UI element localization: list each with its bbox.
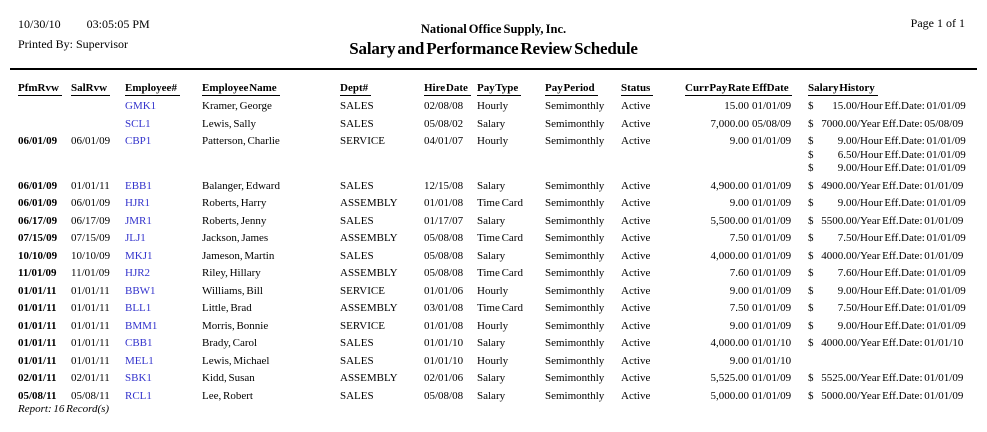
- currency-symbol: $: [808, 302, 814, 314]
- currency-symbol: $: [808, 197, 814, 209]
- currency-symbol: $: [808, 389, 814, 402]
- currency-symbol: $: [808, 267, 814, 279]
- employee-number-link[interactable]: CBB1: [125, 337, 153, 349]
- cell-pay-period: Semimonthly: [545, 249, 605, 262]
- cell-dept: SALES: [340, 100, 374, 112]
- cell-status: Active: [621, 179, 651, 192]
- currency-symbol: $: [808, 284, 814, 297]
- cell-status: Active: [621, 319, 651, 332]
- table-row: [0, 197, 987, 211]
- table-row: [0, 372, 987, 386]
- cell-employee-name: Jameson, Martin: [202, 249, 275, 262]
- cell-sal-rvw: 01/01/11: [71, 354, 110, 367]
- cell-pfm-rvw: 02/01/11: [18, 372, 57, 384]
- cell-eff-date: 01/01/09: [752, 319, 792, 332]
- cell-curr-pay-rate: 7.50: [729, 302, 749, 314]
- cell-dept: ASSEMBLY: [340, 302, 398, 314]
- cell-status: Active: [621, 197, 651, 209]
- cell-status: Active: [621, 249, 651, 262]
- cell-sal-rvw: 01/01/11: [71, 284, 110, 297]
- history-detail: /Year Eff.Date: 01/01/10: [857, 337, 964, 349]
- cell-curr-pay-rate: 9.00: [729, 135, 749, 147]
- print-date: 10/30/10: [18, 17, 61, 31]
- cell-pay-period: Semimonthly: [545, 389, 605, 402]
- cell-pay-type: Time Card: [477, 302, 523, 314]
- cell-employee-name: Williams, Bill: [202, 284, 263, 297]
- salary-history-line: [808, 135, 987, 149]
- cell-pay-period: Semimonthly: [545, 302, 605, 314]
- cell-curr-pay-rate: 9.00: [729, 319, 749, 332]
- cell-pay-period: Semimonthly: [545, 179, 605, 192]
- table-row: [0, 232, 987, 246]
- currency-symbol: $: [808, 162, 814, 174]
- employee-number-link[interactable]: HJR1: [125, 197, 151, 209]
- cell-dept: SERVICE: [340, 135, 385, 147]
- cell-dept: ASSEMBLY: [340, 372, 398, 384]
- employee-number-link[interactable]: BBW1: [125, 284, 156, 297]
- cell-sal-rvw: 01/01/11: [71, 337, 110, 349]
- history-detail: /Year Eff.Date: 05/08/09: [857, 117, 964, 130]
- print-time: 03:05:05 PM: [86, 17, 150, 31]
- cell-employee-name: Lewis, Sally: [202, 117, 256, 130]
- employee-number-link[interactable]: EBB1: [125, 179, 152, 192]
- column-header-employee-name: Employee Name: [202, 82, 340, 96]
- cell-hire-date: 05/08/08: [424, 267, 464, 279]
- cell-pfm-rvw: 01/01/11: [18, 302, 57, 314]
- employee-number-link[interactable]: JLJ1: [125, 232, 146, 244]
- cell-salary-history: [808, 215, 987, 229]
- cell-sal-rvw: 06/01/09: [71, 197, 111, 209]
- cell-status: Active: [621, 214, 651, 227]
- salary-history-line: [808, 250, 987, 264]
- salary-history-line: [808, 372, 987, 386]
- cell-status: Active: [621, 135, 651, 147]
- column-header-eff-date: EffDate: [752, 82, 802, 96]
- salary-history-line: [808, 320, 987, 334]
- history-detail: /Year Eff.Date: 01/01/09: [857, 249, 964, 262]
- cell-curr-pay-rate: 5,500.00: [710, 214, 749, 227]
- cell-eff-date: 01/01/09: [752, 232, 792, 244]
- employee-number-link[interactable]: SCL1: [125, 117, 151, 130]
- cell-pay-period: Semimonthly: [545, 135, 605, 147]
- page-number: Page 1 of 1: [910, 16, 965, 30]
- cell-salary-history: [808, 197, 987, 211]
- salary-history-line: [808, 232, 987, 246]
- cell-salary-history: [808, 180, 987, 194]
- cell-dept: SALES: [340, 179, 374, 192]
- cell-eff-date: 01/01/09: [752, 302, 792, 314]
- column-header-pay-period: Pay Period: [545, 82, 621, 96]
- column-header-row: [0, 82, 987, 96]
- cell-pay-period: Semimonthly: [545, 354, 605, 367]
- cell-hire-date: 01/01/10: [424, 354, 464, 367]
- cell-pay-period: Semimonthly: [545, 337, 605, 349]
- currency-symbol: $: [808, 135, 814, 147]
- cell-status: Active: [621, 100, 651, 112]
- cell-sal-rvw: 05/08/11: [71, 389, 110, 402]
- cell-pay-period: Semimonthly: [545, 117, 605, 130]
- cell-dept: SALES: [340, 354, 374, 367]
- cell-pfm-rvw: 05/08/11: [18, 389, 57, 402]
- history-amount: 9.00: [837, 319, 857, 332]
- cell-pay-period: Semimonthly: [545, 372, 605, 384]
- history-detail: /Year Eff.Date: 01/01/09: [857, 372, 964, 384]
- table-row: [0, 390, 987, 404]
- history-detail: /Hour Eff.Date: 01/01/09: [857, 148, 966, 161]
- cell-hire-date: 02/01/06: [424, 372, 464, 384]
- history-amount: 7000.00: [821, 117, 857, 130]
- cell-hire-date: 05/08/02: [424, 117, 464, 130]
- cell-hire-date: 04/01/07: [424, 135, 464, 147]
- cell-hire-date: 05/08/08: [424, 389, 464, 402]
- history-amount: 6.50: [837, 148, 857, 161]
- cell-salary-history: [808, 372, 987, 386]
- currency-symbol: $: [808, 179, 814, 192]
- employee-number-link[interactable]: GMK1: [125, 100, 157, 112]
- printed-by: Printed By: Supervisor: [18, 37, 128, 51]
- salary-history-line: [808, 302, 987, 316]
- employee-number-link[interactable]: BLL1: [125, 302, 152, 314]
- cell-dept: SALES: [340, 249, 374, 262]
- cell-hire-date: 01/01/08: [424, 197, 464, 209]
- table-row: [0, 267, 987, 281]
- column-header-pfm-rvw: PfmRvw: [18, 82, 71, 96]
- cell-sal-rvw: 01/01/11: [71, 179, 110, 192]
- page-title: Salary and Performance Review Schedule: [349, 39, 638, 58]
- currency-symbol: $: [808, 232, 814, 244]
- salary-history-line: [808, 162, 987, 176]
- table-row: [0, 320, 987, 334]
- currency-symbol: $: [808, 372, 814, 384]
- salary-history-line: [808, 180, 987, 194]
- cell-eff-date: 01/01/09: [752, 135, 792, 147]
- cell-hire-date: 05/08/08: [424, 249, 464, 262]
- cell-employee-name: Balanger, Edward: [202, 179, 280, 192]
- cell-pay-period: Semimonthly: [545, 214, 605, 227]
- history-detail: /Year Eff.Date: 01/01/09: [857, 214, 964, 227]
- cell-pfm-rvw: 11/01/09: [18, 267, 57, 279]
- cell-dept: SALES: [340, 389, 374, 402]
- table-row: [0, 285, 987, 299]
- history-amount: 7.50: [837, 302, 857, 314]
- cell-pay-type: Hourly: [477, 284, 509, 297]
- cell-pay-type: Hourly: [477, 100, 509, 112]
- cell-pay-period: Semimonthly: [545, 267, 605, 279]
- table-row: [0, 118, 987, 132]
- history-detail: /Hour Eff.Date: 01/01/09: [857, 319, 966, 332]
- column-header-sal-rvw: SalRvw: [71, 82, 125, 96]
- cell-sal-rvw: 07/15/09: [71, 232, 111, 244]
- cell-dept: SALES: [340, 214, 374, 227]
- cell-status: Active: [621, 267, 651, 279]
- cell-dept: SALES: [340, 117, 374, 130]
- salary-history-line: [808, 118, 987, 132]
- cell-employee-name: Roberts, Harry: [202, 197, 267, 209]
- employee-number-link[interactable]: BMM1: [125, 319, 158, 332]
- cell-eff-date: 01/01/10: [752, 354, 792, 367]
- cell-pfm-rvw: 01/01/11: [18, 354, 57, 367]
- cell-pay-type: Hourly: [477, 319, 509, 332]
- cell-eff-date: 01/01/09: [752, 100, 792, 112]
- cell-status: Active: [621, 284, 651, 297]
- employee-number-link[interactable]: HJR2: [125, 267, 151, 279]
- salary-history-line: [808, 149, 987, 163]
- cell-salary-history: [808, 337, 987, 351]
- history-detail: /Hour Eff.Date: 01/01/09: [857, 100, 966, 112]
- cell-curr-pay-rate: 4,000.00: [710, 249, 749, 262]
- report-header: [0, 22, 987, 59]
- cell-pay-type: Salary: [477, 214, 506, 227]
- cell-status: Active: [621, 232, 651, 244]
- cell-salary-history: [808, 100, 987, 114]
- history-amount: 9.00: [837, 135, 857, 147]
- cell-pay-period: Semimonthly: [545, 284, 605, 297]
- history-amount: 5500.00: [821, 214, 857, 227]
- table-row: [0, 250, 987, 264]
- cell-salary-history: [808, 302, 987, 316]
- cell-curr-pay-rate: 7,000.00: [710, 117, 749, 130]
- cell-salary-history: [808, 320, 987, 334]
- cell-eff-date: 01/01/09: [752, 284, 792, 297]
- cell-pfm-rvw: 01/01/11: [18, 337, 57, 349]
- cell-pay-period: Semimonthly: [545, 100, 605, 112]
- cell-salary-history: [808, 390, 987, 404]
- cell-curr-pay-rate: 9.00: [729, 284, 749, 297]
- cell-pay-type: Hourly: [477, 135, 509, 147]
- employee-number-link[interactable]: MEL1: [125, 354, 154, 367]
- history-detail: /Hour Eff.Date: 01/01/09: [857, 302, 966, 314]
- currency-symbol: $: [808, 249, 814, 262]
- header-rule: [10, 68, 977, 70]
- currency-symbol: $: [808, 148, 814, 161]
- history-detail: /Hour Eff.Date: 01/01/09: [857, 197, 966, 209]
- table-row: [0, 302, 987, 316]
- company-name: National Office Supply, Inc.: [420, 22, 567, 36]
- cell-hire-date: 01/17/07: [424, 214, 464, 227]
- salary-history-line: [808, 285, 987, 299]
- employee-number-link[interactable]: RCL1: [125, 389, 152, 402]
- cell-curr-pay-rate: 9.00: [729, 197, 749, 209]
- history-detail: /Hour Eff.Date: 01/01/09: [857, 135, 966, 147]
- table-row: [0, 180, 987, 194]
- cell-eff-date: 05/08/09: [752, 117, 792, 130]
- salary-history-line: [808, 215, 987, 229]
- currency-symbol: $: [808, 117, 814, 130]
- cell-pay-type: Salary: [477, 117, 506, 130]
- cell-employee-name: Jackson, James: [202, 232, 269, 244]
- cell-pfm-rvw: 07/15/09: [18, 232, 58, 244]
- cell-salary-history: [808, 135, 987, 176]
- column-header-curr-pay-rate: Curr Pay Rate: [685, 82, 749, 96]
- currency-symbol: $: [808, 337, 814, 349]
- cell-status: Active: [621, 389, 651, 402]
- cell-pfm-rvw: 01/01/11: [18, 284, 57, 297]
- cell-salary-history: [808, 118, 987, 132]
- history-detail: /Hour Eff.Date: 01/01/09: [857, 267, 966, 279]
- history-detail: /Year Eff.Date: 01/01/09: [857, 179, 964, 192]
- salary-history-line: [808, 100, 987, 114]
- cell-pay-type: Time Card: [477, 232, 523, 244]
- cell-pay-period: Semimonthly: [545, 319, 605, 332]
- cell-employee-name: Morris, Bonnie: [202, 319, 269, 332]
- salary-history-line: [808, 267, 987, 281]
- history-detail: /Hour Eff.Date: 01/01/09: [857, 162, 966, 174]
- cell-eff-date: 01/01/09: [752, 389, 792, 402]
- history-amount: 9.00: [837, 162, 857, 174]
- cell-pay-period: Semimonthly: [545, 197, 605, 209]
- column-header-dept: Dept#: [340, 82, 424, 96]
- cell-pay-period: Semimonthly: [545, 232, 605, 244]
- history-amount: 5000.00: [821, 389, 857, 402]
- cell-status: Active: [621, 337, 651, 349]
- cell-status: Active: [621, 302, 651, 314]
- cell-hire-date: 01/01/10: [424, 337, 464, 349]
- table-row: [0, 355, 987, 369]
- currency-symbol: $: [808, 214, 814, 227]
- cell-employee-name: Brady, Carol: [202, 337, 258, 349]
- cell-dept: SERVICE: [340, 319, 385, 332]
- cell-curr-pay-rate: 4,900.00: [710, 179, 749, 192]
- history-amount: 9.00: [837, 284, 857, 297]
- cell-curr-pay-rate: 7.50: [729, 232, 749, 244]
- column-header-status: Status: [621, 82, 685, 96]
- table-row: [0, 337, 987, 351]
- cell-employee-name: Little, Brad: [202, 302, 252, 314]
- cell-salary-history: [808, 267, 987, 281]
- cell-pfm-rvw: 06/01/09: [18, 179, 58, 192]
- currency-symbol: $: [808, 319, 814, 332]
- history-amount: 5525.00: [821, 372, 857, 384]
- history-detail: /Hour Eff.Date: 01/01/09: [857, 284, 966, 297]
- cell-pay-type: Salary: [477, 249, 506, 262]
- history-detail: /Year Eff.Date: 01/01/09: [857, 389, 964, 402]
- cell-curr-pay-rate: 5,525.00: [710, 372, 749, 384]
- cell-dept: SERVICE: [340, 284, 385, 297]
- history-amount: 4000.00: [821, 337, 857, 349]
- cell-eff-date: 01/01/09: [752, 249, 792, 262]
- report-footer: Report: 16 Record(s): [18, 403, 110, 415]
- cell-eff-date: 01/01/09: [752, 179, 792, 192]
- salary-history-line: [808, 337, 987, 351]
- cell-salary-history: [808, 250, 987, 264]
- cell-pay-type: Time Card: [477, 197, 523, 209]
- column-header-employee-no: Employee#: [125, 82, 202, 96]
- cell-pay-type: Time Card: [477, 267, 523, 279]
- cell-employee-name: Patterson, Charlie: [202, 135, 280, 147]
- salary-history-line: [808, 197, 987, 211]
- cell-hire-date: 05/08/08: [424, 232, 464, 244]
- history-amount: 7.50: [837, 232, 857, 244]
- cell-pay-type: Salary: [477, 179, 506, 192]
- cell-employee-name: Kramer, George: [202, 100, 272, 112]
- cell-status: Active: [621, 372, 651, 384]
- cell-hire-date: 02/08/08: [424, 100, 464, 112]
- employee-number-link[interactable]: CBP1: [125, 135, 152, 147]
- cell-hire-date: 03/01/08: [424, 302, 464, 314]
- cell-pfm-rvw: 06/01/09: [18, 197, 58, 209]
- cell-status: Active: [621, 117, 651, 130]
- history-amount: 4000.00: [821, 249, 857, 262]
- cell-pay-type: Salary: [477, 372, 506, 384]
- cell-eff-date: 01/01/09: [752, 197, 792, 209]
- cell-employee-name: Roberts, Jenny: [202, 214, 267, 227]
- history-amount: 7.60: [837, 267, 857, 279]
- table-row: [0, 100, 987, 114]
- cell-pay-type: Salary: [477, 389, 506, 402]
- cell-curr-pay-rate: 7.60: [729, 267, 749, 279]
- currency-symbol: $: [808, 100, 814, 112]
- cell-curr-pay-rate: 9.00: [729, 354, 749, 367]
- cell-hire-date: 01/01/06: [424, 284, 464, 297]
- cell-employee-name: Lewis, Michael: [202, 354, 270, 367]
- employee-number-link[interactable]: JMR1: [125, 214, 152, 227]
- table-rows: [0, 100, 987, 407]
- column-header-salary-history: Salary History: [808, 82, 987, 96]
- cell-hire-date: 12/15/08: [424, 179, 464, 192]
- cell-salary-history: [808, 285, 987, 299]
- cell-sal-rvw: 06/01/09: [71, 135, 111, 147]
- cell-dept: ASSEMBLY: [340, 197, 398, 209]
- cell-sal-rvw: 02/01/11: [71, 372, 110, 384]
- table-row: [0, 135, 987, 176]
- cell-curr-pay-rate: 15.00: [724, 100, 749, 112]
- cell-sal-rvw: 06/17/09: [71, 214, 111, 227]
- cell-sal-rvw: 01/01/11: [71, 302, 110, 314]
- cell-employee-name: Riley, Hillary: [202, 267, 261, 279]
- cell-pfm-rvw: 06/17/09: [18, 214, 58, 227]
- cell-sal-rvw: 10/10/09: [71, 249, 111, 262]
- cell-pfm-rvw: 01/01/11: [18, 319, 57, 332]
- cell-hire-date: 01/01/08: [424, 319, 464, 332]
- cell-eff-date: 01/01/09: [752, 267, 792, 279]
- cell-curr-pay-rate: 4,000.00: [710, 337, 749, 349]
- cell-pay-type: Salary: [477, 337, 506, 349]
- history-amount: 4900.00: [821, 179, 857, 192]
- history-amount: 15.00: [832, 100, 857, 112]
- history-detail: /Hour Eff.Date: 01/01/09: [857, 232, 966, 244]
- cell-eff-date: 01/01/09: [752, 372, 792, 384]
- cell-employee-name: Kidd, Susan: [202, 372, 255, 384]
- table-row: [0, 215, 987, 229]
- cell-pfm-rvw: 10/10/09: [18, 249, 58, 262]
- column-header-pay-type: Pay Type: [477, 82, 545, 96]
- cell-dept: ASSEMBLY: [340, 267, 398, 279]
- cell-sal-rvw: 01/01/11: [71, 319, 110, 332]
- cell-pay-type: Hourly: [477, 354, 509, 367]
- salary-history-line: [808, 390, 987, 404]
- cell-dept: ASSEMBLY: [340, 232, 398, 244]
- employee-number-link[interactable]: SBK1: [125, 372, 152, 384]
- employee-number-link[interactable]: MKJ1: [125, 249, 153, 262]
- cell-employee-name: Lee, Robert: [202, 389, 253, 402]
- cell-eff-date: 01/01/10: [752, 337, 792, 349]
- cell-status: Active: [621, 354, 651, 367]
- cell-eff-date: 01/01/09: [752, 214, 792, 227]
- cell-sal-rvw: 11/01/09: [71, 267, 110, 279]
- column-header-hire-date: Hire Date: [424, 82, 477, 96]
- cell-curr-pay-rate: 5,000.00: [710, 389, 749, 402]
- cell-dept: SALES: [340, 337, 374, 349]
- history-amount: 9.00: [837, 197, 857, 209]
- cell-salary-history: [808, 232, 987, 246]
- cell-pfm-rvw: 06/01/09: [18, 135, 58, 147]
